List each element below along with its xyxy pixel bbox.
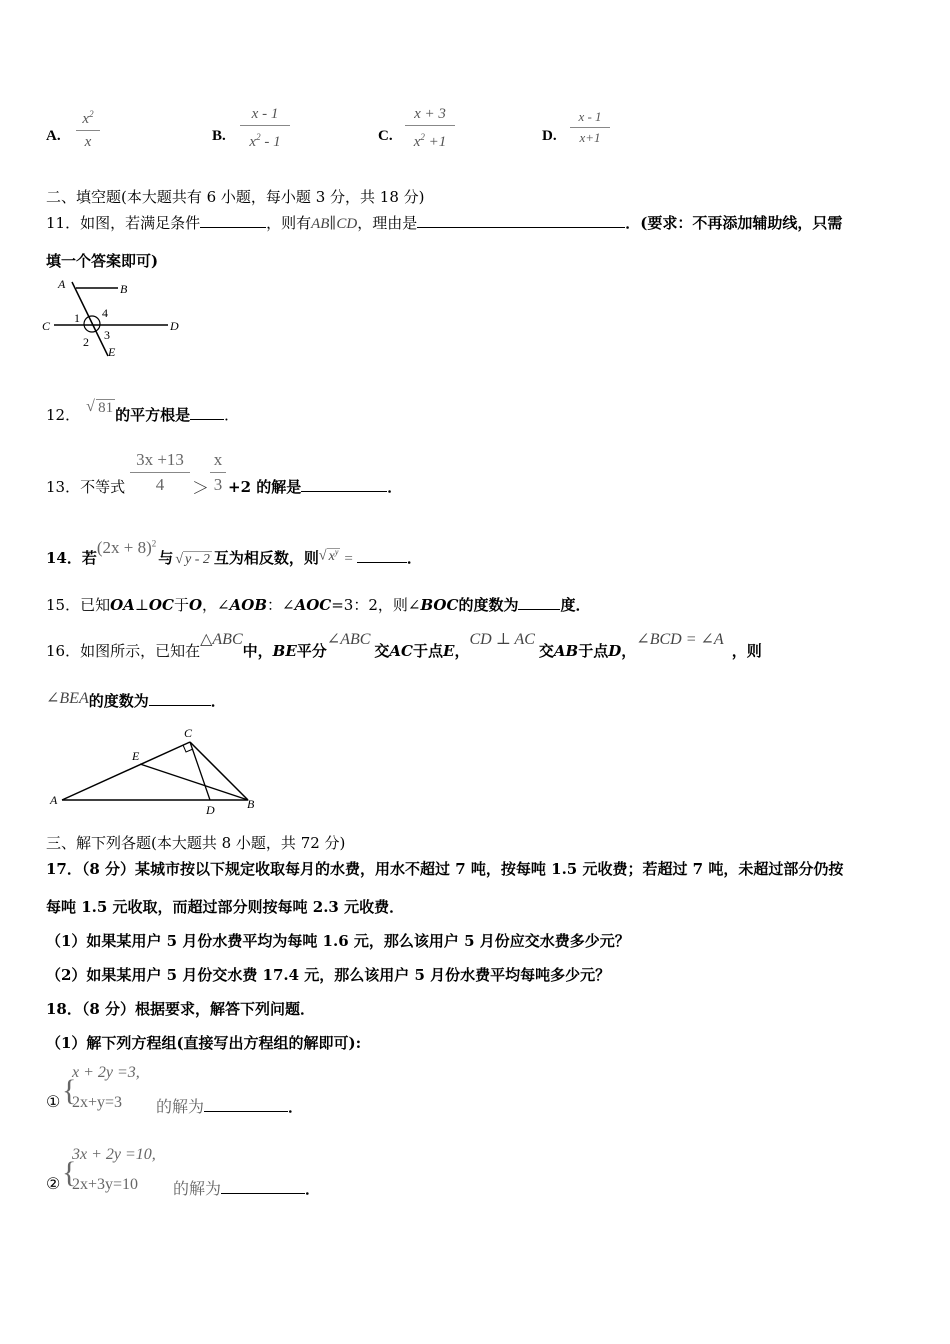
option-c-letter: C. <box>378 128 393 144</box>
option-b-fraction: x - 1 $x^2 - 1$ <box>240 104 290 152</box>
section3-title: 三、解下列各题(本大题共 8 小题，共 72 分) <box>46 834 346 852</box>
q17-line2: 每吨 1.5 元收取，而超过部分则按每吨 2.3 元收费． <box>46 898 405 916</box>
option-a-letter: A. <box>46 128 61 144</box>
fig11-angle-1: 1 <box>74 311 80 325</box>
system1-brace: { <box>62 1074 77 1107</box>
option-c-fraction: x + 3 $x^2 +1$ <box>405 104 455 152</box>
fig11-angle-4: 4 <box>102 306 108 320</box>
segment-be <box>140 764 248 800</box>
fig16-label-d: D <box>206 803 215 817</box>
fig16-label-b: B <box>247 797 255 811</box>
q13-blank[interactable] <box>301 477 387 492</box>
system2-eq2: 2x+3y=10 <box>72 1176 139 1193</box>
fig11-angle-3: 3 <box>104 328 110 342</box>
q14-sqrt2: √ $x^y$ <box>318 547 339 564</box>
option-a-fraction: $x^2$ x <box>76 104 100 152</box>
q12-line: 12． √ 81 的平方根是 ． <box>46 398 240 424</box>
q16-line2: ∠BEA的度数为 ． <box>46 690 226 710</box>
q18-line1: 18．（8 分）根据要求，解答下列问题． <box>46 1000 316 1018</box>
q17-line1: 17．（8 分）某城市按以下规定收取每月的水费，用水不超过 7 吨，按每吨 1.5 元收费；若超过 7 吨，未超过部分仍按 <box>46 860 844 878</box>
option-d-fraction: x - 1 x+1 <box>570 108 610 147</box>
system2-eq1: 3x + 2y =10, <box>72 1146 156 1163</box>
q14-blank[interactable] <box>357 548 407 563</box>
q14-expr1: $(2x + 8)^2$ <box>96 538 157 557</box>
q13-gt: ＞ <box>192 479 209 499</box>
q14-sqrt1: √ y - 2 <box>175 552 210 567</box>
q16-line1: 16．如图所示，已知在△ABC中，BE平分∠ABC交AC于点E，CD ⊥ AC交AB于点D，∠BCD = ∠A，则 <box>46 631 762 660</box>
fig16-label-e: E <box>132 749 140 763</box>
q14-line: 14．若$(2x + 8)^2$与 √ y - 2 互为相反数，则√ $x^y$ = ． <box>46 538 422 567</box>
system1-eq2: 2x+y=3 <box>72 1094 123 1111</box>
fig11-label-a: A <box>58 277 66 291</box>
q11-line2: 填一个答案即可) <box>46 252 159 270</box>
q17-sub2: （2）如果某用户 5 月份交水费 17.4 元，那么该用户 5 月份水费平均每吨多少元？ <box>46 966 611 984</box>
system2-answer: 的解为 ． <box>173 1180 321 1198</box>
option-d-letter: D. <box>542 128 557 144</box>
side-ac <box>62 742 190 800</box>
q12-blank[interactable] <box>190 405 224 420</box>
q11-blank-reason[interactable] <box>417 213 625 228</box>
fig11-label-c: C <box>42 319 51 333</box>
fig16-label-a: A <box>50 793 58 807</box>
q11-blank-condition[interactable] <box>200 213 266 228</box>
q13-line-end: +2 的解是 ． <box>228 478 403 496</box>
section2-title: 二、填空题(本大题共有 6 小题，每小题 3 分，共 18 分) <box>46 188 425 206</box>
fig11-label-e: E <box>108 345 116 359</box>
system1-mark: ① <box>46 1092 61 1111</box>
option-b-letter: B. <box>212 128 226 144</box>
q13-fraction-left: 3x +13 4 <box>130 449 190 496</box>
q16-blank[interactable] <box>149 691 211 706</box>
fig16-label-c: C <box>184 726 193 740</box>
system1-answer: 的解为 ． <box>156 1098 304 1116</box>
segment-cd <box>190 742 210 800</box>
system1-blank[interactable] <box>204 1097 288 1112</box>
q15-line: 15．已知OA⊥OC于O，∠AOB：∠AOC=3：2，则∠BOC的度数为 度． <box>46 596 591 614</box>
q11-figure <box>40 276 190 362</box>
q13-fraction-right: x 3 <box>210 449 226 496</box>
system2-brace: { <box>62 1156 77 1189</box>
system1-eq1: x + 2y =3, <box>72 1064 140 1081</box>
q12-sqrt: √ 81 <box>86 398 114 416</box>
system2-mark: ② <box>46 1174 61 1193</box>
q16-figure <box>40 722 270 818</box>
q13-line-start: 13．不等式 <box>46 478 126 496</box>
fig11-angle-2: 2 <box>83 335 89 349</box>
fig11-label-d: D <box>170 319 179 333</box>
q11-line1: 11．如图，若满足条件 ，则有AB∥CD，理由是 ．(要求：不再添加辅助线，只需 <box>46 214 843 232</box>
fig11-label-b: B <box>120 282 128 296</box>
q18-sub1: （1）解下列方程组(直接写出方程组的解即可): <box>46 1034 362 1052</box>
system2-blank[interactable] <box>221 1179 305 1194</box>
q15-blank[interactable] <box>518 595 560 610</box>
q17-sub1: （1）如果某用户 5 月份水费平均为每吨 1.6 元，那么该用户 5 月份应交水费多少元？ <box>46 932 630 950</box>
side-bc <box>190 742 248 800</box>
